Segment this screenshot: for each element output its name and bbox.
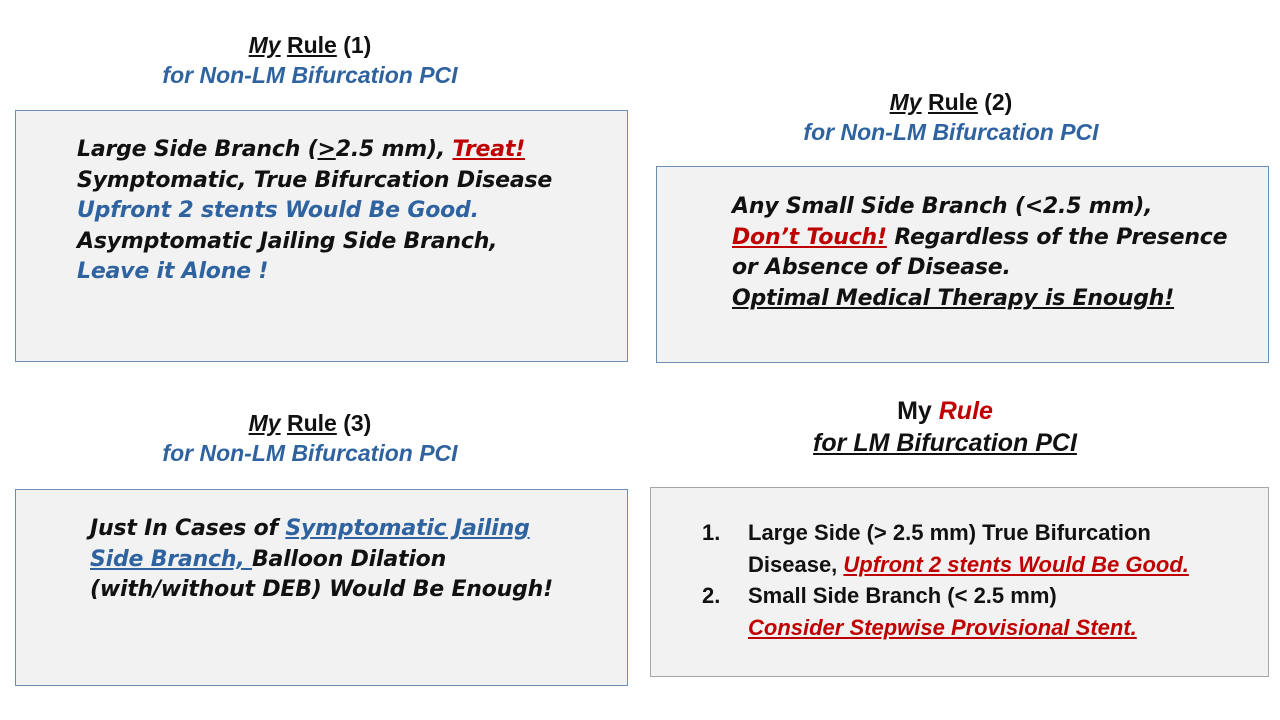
rule1-title (15, 30, 605, 60)
rule2-line4: Optimal Medical Therapy is Enough! (732, 285, 1175, 311)
rule2-title: My Rule (2) (889, 89, 1013, 115)
rule1-line1: Large Side Branch (>2.5 mm), Treat! (77, 137, 526, 162)
rule2-line2: Don’t Touch! Regardless of the Presence (732, 224, 1228, 250)
rule3-subtitle: for Non-LM Bifurcation PCI (162, 440, 458, 466)
list-item: 2. Small Side Branch (< 2.5 mm) Consider Stepwise Provisional Stent. (702, 583, 1137, 640)
rule3-line1: Just In Cases of Symptomatic Jailing (90, 516, 530, 541)
rule3-line3: (with/without DEB) Would Be Enough! (90, 577, 553, 602)
rule1-heading (15, 30, 605, 90)
rule2-line3: or Absence of Disease. (732, 255, 1011, 280)
rule1-title-num: (1) (343, 32, 372, 58)
rule2-heading (656, 87, 1246, 147)
rule1-text (77, 135, 552, 288)
lm-rule-subtitle: for LM Bifurcation PCI (813, 429, 1077, 457)
treat-emphasis: Treat! (452, 137, 526, 162)
rule3-title: My Rule (3) (248, 410, 372, 436)
rule1-title-rule: Rule (286, 32, 337, 58)
lm-rule-title: My Rule (897, 397, 993, 425)
rule2-subtitle: for Non-LM Bifurcation PCI (803, 119, 1099, 145)
rule1-line4: Asymptomatic Jailing Side Branch, (77, 228, 498, 254)
rule1-line3: Upfront 2 stents Would Be Good. (77, 198, 479, 223)
rule2-line1: Any Small Side Branch (<2.5 mm), (732, 194, 1153, 219)
rule3-line2: Side Branch, Balloon Dilation (90, 546, 447, 572)
rule1-subtitle: for Non-LM Bifurcation PCI (162, 62, 458, 88)
rule2-text (732, 192, 1227, 314)
lm-rule-heading (650, 396, 1240, 459)
rule1-title-my: My (248, 32, 281, 58)
rule3-heading (15, 408, 605, 468)
dont-touch-emphasis: Don’t Touch! (732, 224, 887, 250)
list-item: 1. Large Side (> 2.5 mm) True Bifurcation Disease, Upfront 2 stents Would Be Good. (702, 520, 1189, 577)
lm-rule-list (702, 517, 1189, 643)
rule1-line2: Symptomatic, True Bifurcation Disease (77, 167, 553, 193)
rule3-text (90, 514, 553, 606)
rule1-line5: Leave it Alone ! (77, 259, 269, 284)
